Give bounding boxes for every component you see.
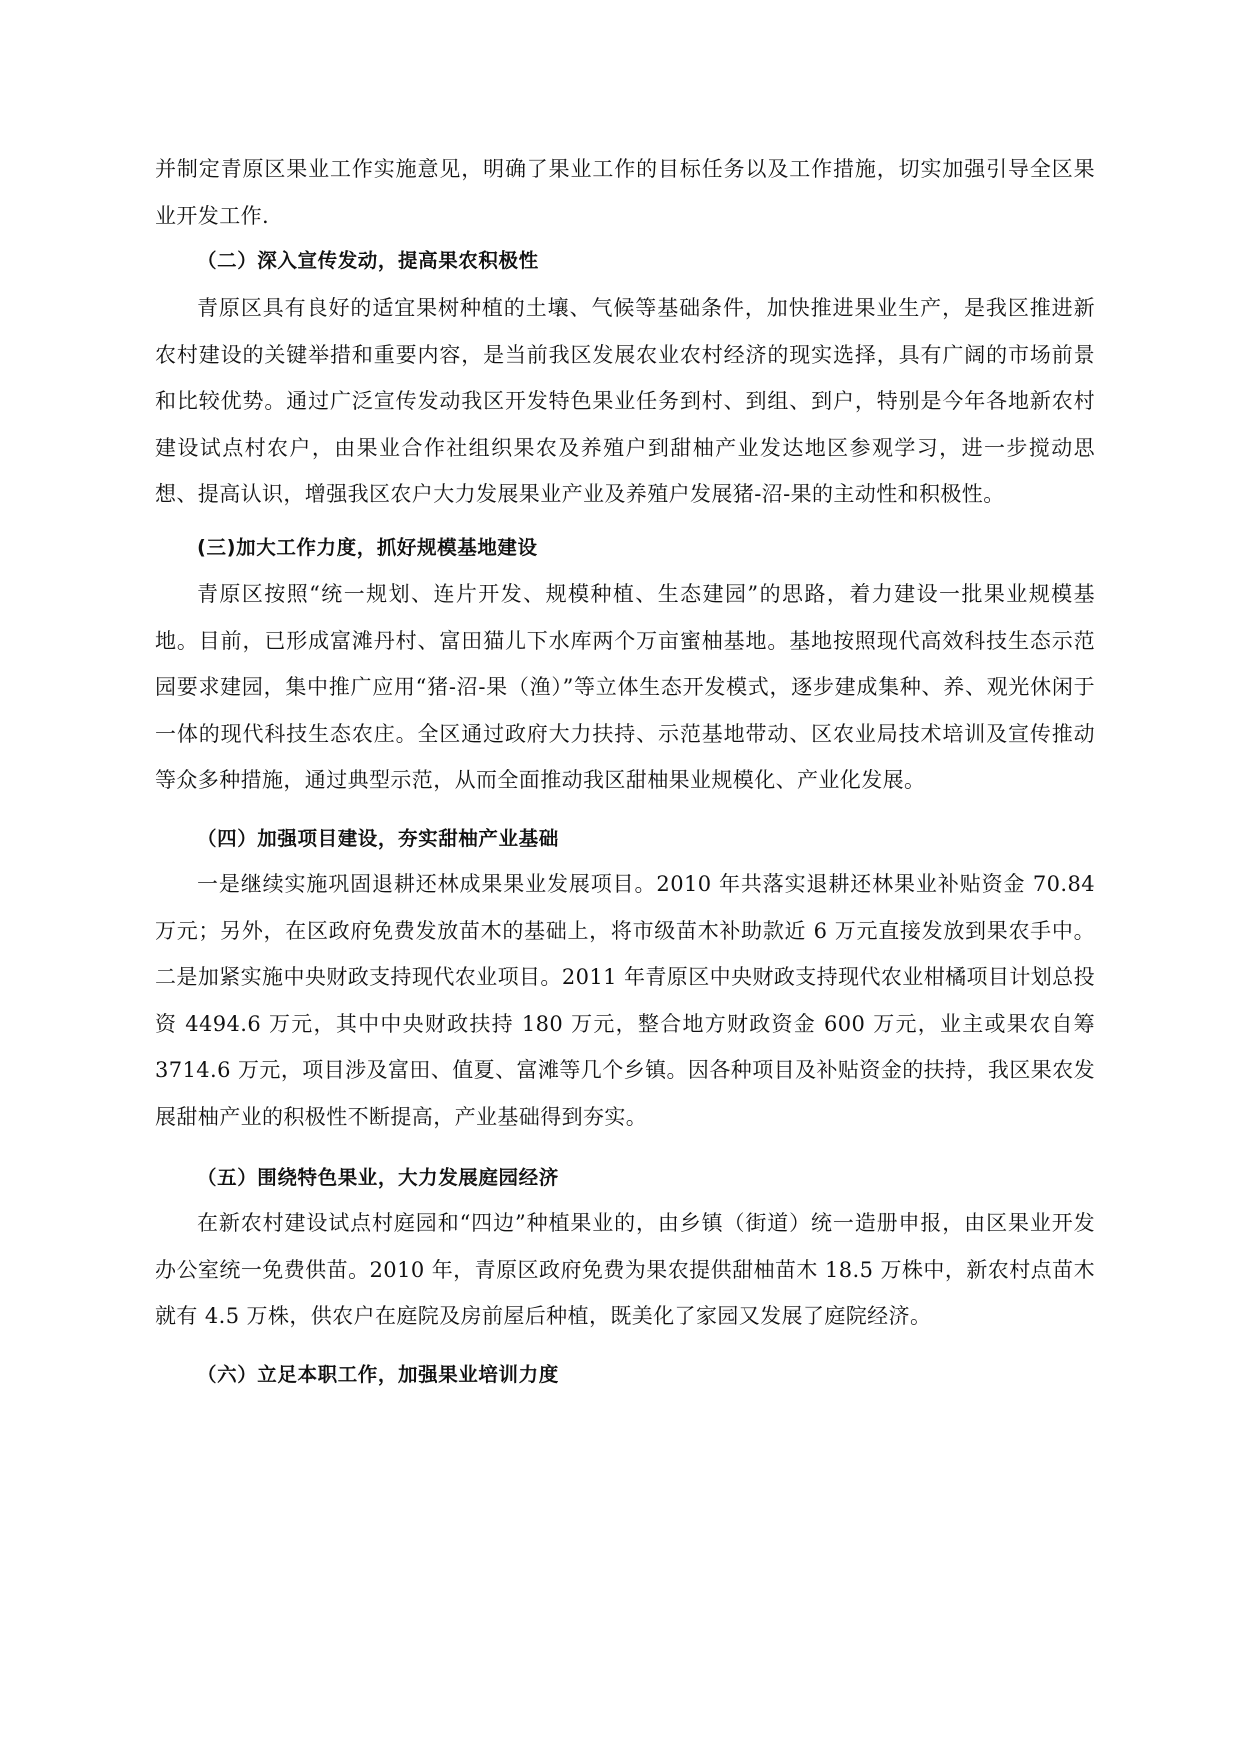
section-3-body: 青原区按照“统一规划、连片开发、规模种植、生态建园”的思路，着力建设一批果业规模基地。目前，已形成富滩丹村、富田猫儿下水库两个万亩蜜柚基地。基地按照现代高效科技生态示范园要求建园，集中推广应用“猪-沼-果（渔）”等立体生态开发模式，逐步建成集种、养、观光休闲于一体的现代科技生态农庄。全区通过政府大力扶持、示范基地带动、区农业局技术培训及宣传推动等众多种措施，通过典型示范，从而全面推动我区甜柚果业规模化、产业化发展。 bbox=[155, 582, 1095, 792]
section-2-body: 青原区具有良好的适宜果树种植的土壤、气候等基础条件，加快推进果业生产，是我区推进新农村建设的关键举措和重要内容，是当前我区发展农业农村经济的现实选择，具有广阔的市场前景和比较优势。通过广泛宣传发动我区开发特色果业任务到村、到组、到户，特别是今年各地新农村建设试点村农户，由果业合作社组织果农及养殖户到甜柚产业发达地区参观学习，进一步搅动思想、提高认识，增强我区农户大力发展果业产业及养殖户发展猪-沼-果的主动性和积极性。 bbox=[155, 296, 1095, 506]
section-2-heading: （二）深入宣传发动，提高果农积极性 bbox=[197, 249, 539, 272]
section-4-body: 一是继续实施巩固退耕还林成果果业发展项目。2010 年共落实退耕还林果业补贴资金 70.84 万元；另外，在区政府免费发放苗木的基础上，将市级苗木补助款近 6 万元直接发放到果农手中。二是加紧实施中央财政支持现代农业项目。2011 年青原区中央财政支持现代农业柑橘项目计划总投资 4494.6 万元，其中中央财政扶持 180 万元，整合地方财政资金 600 万元，业主或果农自筹 3714.6 万元，项目涉及富田、值夏、富滩等几个乡镇。因各种项目及补贴资金的扶持，我区果农发展甜柚产业的积极性不断提高，产业基础得到夯实。 bbox=[155, 872, 1095, 1129]
section-5-body: 在新农村建设试点村庭园和“四边”种植果业的，由乡镇（街道）统一造册申报，由区果业开发办公室统一免费供苗。2010 年，青原区政府免费为果农提供甜柚苗木 18.5 万株中，新农村点苗木就有 4.5 万株，供农户在庭院及房前屋后种植，既美化了家园又发展了庭院经济。 bbox=[155, 1211, 1095, 1328]
section-4-heading: （四）加强项目建设，夯实甜柚产业基础 bbox=[197, 827, 559, 850]
section-6-heading: （六）立足本职工作，加强果业培训力度 bbox=[197, 1363, 559, 1386]
intro-continuation-paragraph: 并制定青原区果业工作实施意见，明确了果业工作的目标任务以及工作措施，切实加强引导全区果业开发工作. bbox=[155, 157, 1095, 228]
section-3-heading: (三)加大工作力度，抓好规模基地建设 bbox=[197, 536, 538, 559]
section-5-heading: （五）围绕特色果业，大力发展庭园经济 bbox=[197, 1166, 559, 1189]
